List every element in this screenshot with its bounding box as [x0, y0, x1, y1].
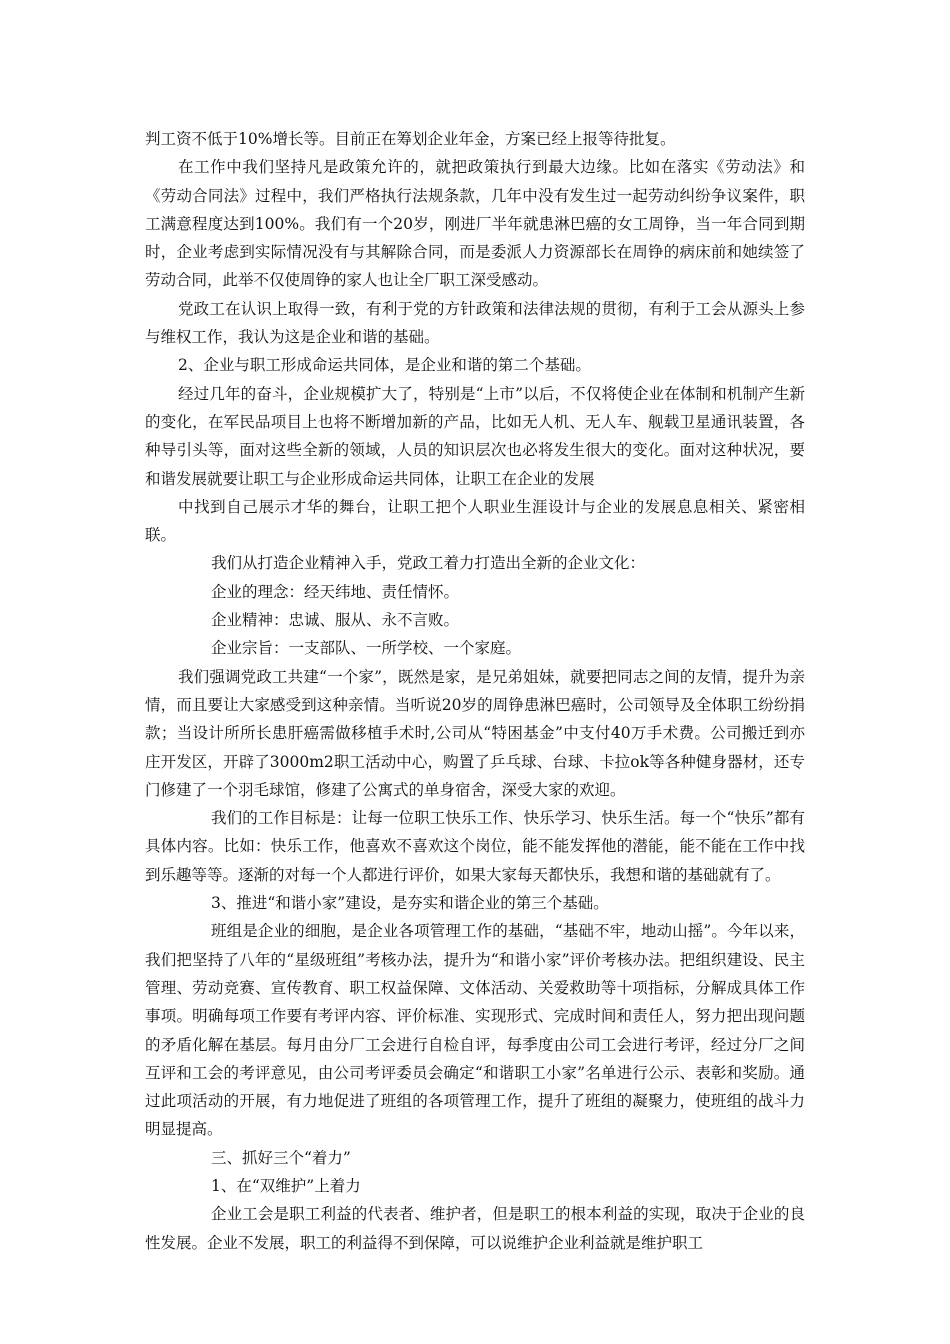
heading-section-three: 三、抓好三个“着力”	[211, 1148, 351, 1167]
paragraph-policy: 在工作中我们坚持凡是政策允许的，就把政策执行到最大边缘。比如在落实《劳动法》和《劳动合同法》过程中，我们严格执行法规条款，几年中没有发生过一起劳动纠纷争议案件，职工满意程度达到100%。我们有一个20岁，刚进厂半年就患淋巴癌的女工周铮，当一年合同到期时，企业考虑到实际情况没有与其解除合同，而是委派人力资源部长在周铮的病床前和她续签了劳动合同，此举不仅使周铮的家人也让全厂职工深受感动。	[145, 158, 805, 290]
paragraph-happy-goal: 我们的工作目标是：让每一位职工快乐工作、快乐学习、快乐生活。每一个“快乐”都有具体内容。比如：快乐工作，他喜欢不喜欢这个岗位，能不能发挥他的潜能，能不能在工作中找到乐趣等等。逐渐的对每一个人都进行评价，如果大家每天都快乐，我想和谐的基础就有了。	[145, 809, 805, 884]
heading-second-foundation: 2、企业与职工形成命运共同体，是企业和谐的第二个基础。	[178, 356, 591, 375]
paragraph-development: 经过几年的奋斗，企业规模扩大了，特别是“上市”以后，不仅将使企业在体制和机制产生新的变化，在军民品项目上也将不断增加新的产品，比如无人机、无人车、舰载卫星通讯装置，各种导引头等，面对这些全新的领域，人员的知识层次也必将发生很大的变化。面对这种状况，要和谐发展就要让职工与企业形成命运共同体，让职工在企业的发展	[145, 384, 805, 488]
paragraph-spirit: 企业精神：忠诚、服从、永不言败。	[211, 611, 460, 630]
paragraph-consensus: 党政工在认识上取得一致，有利于党的方针政策和法律法规的贯彻，有利于工会从源头上参与维权工作，我认为这是企业和谐的基础。	[145, 299, 805, 347]
paragraph-mission: 企业宗旨：一支部队、一所学校、一个家庭。	[211, 639, 522, 658]
paragraph-philosophy: 企业的理念：经天纬地、责任情怀。	[211, 582, 460, 601]
paragraph-career: 中找到自己展示才华的舞台，让职工把个人职业生涯设计与企业的发展息息相关、紧密相联。	[145, 497, 805, 545]
paragraph-union: 企业工会是职工利益的代表者、维护者，但是职工的根本利益的实现，取决于企业的良性发展。企业不发展，职工的利益得不到保障，可以说维护企业利益就是维护职工	[145, 1205, 805, 1252]
paragraph-team: 班组是企业的细胞，是企业各项管理工作的基础，“基础不牢，地动山摇”。今年以来，我们把坚持了八年的“星级班组”考核办法，提升为“和谐小家”评价考核办法。把组织建设、民主管理、劳动竞赛、宣传教育、职工权益保障、文体活动、关爱救助等十项指标，分解成具体工作事项。明确每项工作要有考评内容、评价标准、实现形式、完成时间和责任人，努力把出现问题的矛盾化解在基层。每月由分厂工会进行自检自评，每季度由公司工会进行考评，经过分厂之间互评和工会的考评意见，由公司考评委员会确定“和谐职工小家”名单进行公示、表彰和奖励。通过此项活动的开展，有力地促进了班组的各项管理工作，提升了班组的凝聚力，使班组的战斗力明显提高。	[145, 922, 805, 1139]
heading-third-foundation: 3、推进“和谐小家”建设，是夯实和谐企业的第三个基础。	[211, 894, 609, 913]
document-body	[145, 125, 805, 1257]
paragraph-family: 我们强调党政工共建“一个家”，既然是家，是兄弟姐妹，就要把同志之间的友情，提升为亲情，而且要让大家感受到这种亲情。当听说20岁的周铮患淋巴癌时，公司领导及全体职工纷纷捐款；当设计所所长患肝癌需做移植手术时,公司从“特困基金”中支付40万手术费。公司搬迁到亦庄开发区，开辟了3000m2职工活动中心，购置了乒乓球、台球、卡拉ok等各种健身器材，还专门修建了一个羽毛球馆，修建了公寓式的单身宿舍，深受大家的欢迎。	[145, 667, 805, 799]
heading-double-protection: 1、在“双维护”上着力	[211, 1176, 361, 1195]
paragraph-culture-intro: 我们从打造企业精神入手，党政工着力打造出全新的企业文化：	[211, 554, 646, 573]
paragraph-wage: 判工资不低于10%增长等。目前正在筹划企业年金，方案已经上报等待批复。	[145, 130, 676, 148]
